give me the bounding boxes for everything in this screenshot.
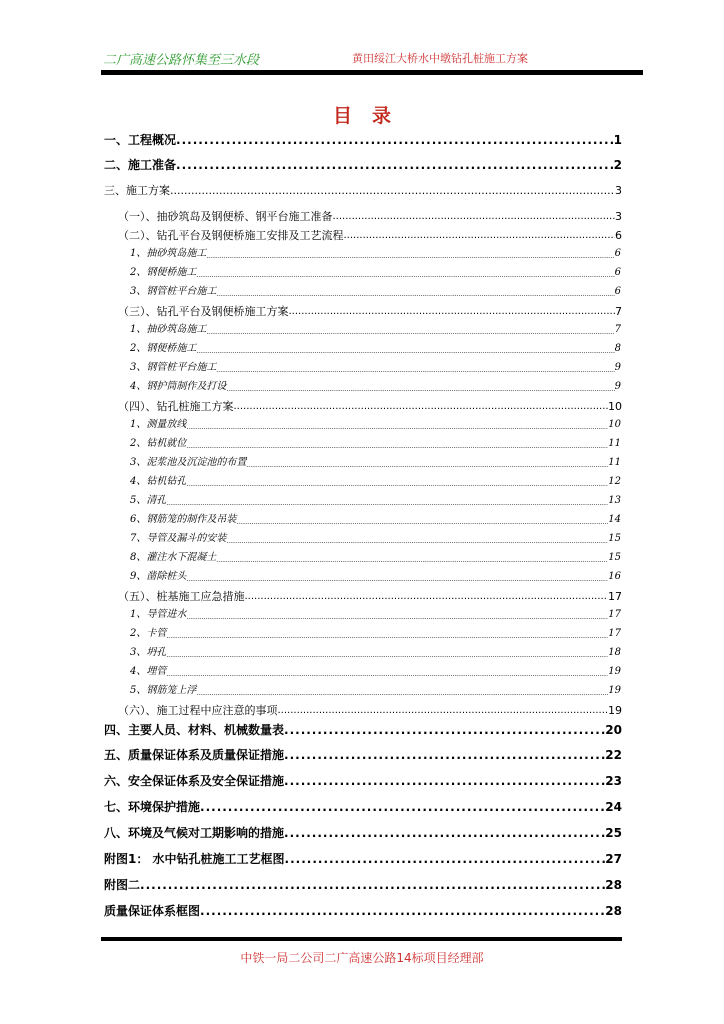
toc-entry[interactable] xyxy=(104,158,622,172)
toc-entry-page: 11 xyxy=(608,438,621,449)
toc-entry[interactable] xyxy=(130,666,621,678)
toc-dot-leader xyxy=(284,723,605,737)
toc-dot-leader xyxy=(196,348,614,355)
header-rule xyxy=(101,70,643,75)
toc-entry-label: 4、钢护筒制作及打设 xyxy=(130,381,227,392)
toc-dot-leader xyxy=(166,500,608,507)
toc-dot-leader xyxy=(196,690,608,697)
toc-dot-leader xyxy=(284,774,605,788)
toc-entry[interactable] xyxy=(118,229,622,242)
toc-entry-page: 19 xyxy=(608,704,622,717)
toc-entry[interactable] xyxy=(104,904,622,918)
toc-entry[interactable] xyxy=(104,774,622,788)
toc-entry[interactable] xyxy=(130,628,621,640)
toc-entry-page: 12 xyxy=(608,476,621,487)
toc-entry[interactable] xyxy=(130,552,621,564)
toc-entry[interactable] xyxy=(130,647,621,659)
toc-entry[interactable] xyxy=(130,381,621,393)
toc-entry-label: 6、钢筋笼的制作及吊装 xyxy=(130,514,237,525)
toc-entry[interactable] xyxy=(104,878,622,892)
toc-entry-page: 6 xyxy=(614,286,621,297)
toc-entry-page: 6 xyxy=(615,229,622,242)
toc-entry-label: 1、抽砂筑岛施工 xyxy=(130,248,207,259)
toc-entry-page: 19 xyxy=(608,666,621,677)
toc-entry[interactable] xyxy=(130,438,621,450)
toc-entry[interactable] xyxy=(104,133,622,147)
toc-dot-leader xyxy=(333,211,616,223)
toc-entry[interactable] xyxy=(130,609,621,621)
toc-entry-label: （四）、钻孔桩施工方案 xyxy=(118,400,234,413)
toc-dot-leader xyxy=(206,329,614,336)
toc-entry-page: 7 xyxy=(615,305,622,318)
toc-dot-leader xyxy=(196,272,614,279)
toc-entry-label: 八、环境及气候对工期影响的措施 xyxy=(104,826,285,840)
toc-entry-page: 13 xyxy=(608,495,621,506)
toc-entry-page: 28 xyxy=(605,904,622,918)
toc-entry-label: 七、环境保护措施 xyxy=(104,800,201,814)
toc-entry-label: 1、导管进水 xyxy=(130,609,187,620)
toc-entry[interactable] xyxy=(130,495,621,507)
toc-entry-label: 一、工程概况 xyxy=(104,133,177,147)
toc-entry-label: 5、钢筋笼上浮 xyxy=(130,685,197,696)
toc-dot-leader xyxy=(166,633,608,640)
toc-entry-page: 8 xyxy=(614,343,621,354)
toc-entry-label: 5、清孔 xyxy=(130,495,167,506)
toc-entry-page: 16 xyxy=(608,571,621,582)
toc-entry-label: 附图二 xyxy=(104,878,141,892)
toc-entry-label: 3、泥浆池及沉淀池的布置 xyxy=(130,457,247,468)
toc-entry-label: 8、灌注水下混凝土 xyxy=(130,552,217,563)
toc-entry-page: 23 xyxy=(605,774,622,788)
toc-entry[interactable] xyxy=(104,748,622,762)
toc-entry-label: 3、钢管桩平台施工 xyxy=(130,286,217,297)
toc-entry-page: 17 xyxy=(608,628,621,639)
toc-entry-page: 2 xyxy=(613,158,622,172)
toc-dot-leader xyxy=(140,878,605,892)
toc-entry-label: 六、安全保证体系及安全保证措施 xyxy=(104,774,285,788)
toc-entry-page: 9 xyxy=(614,362,621,373)
toc-entry[interactable] xyxy=(118,590,622,603)
toc-entry-page: 28 xyxy=(605,878,622,892)
toc-entry-page: 14 xyxy=(608,514,621,525)
toc-entry-label: （二）、钻孔平台及钢便桥施工安排及工艺流程 xyxy=(118,229,344,242)
toc-entry[interactable] xyxy=(130,286,621,298)
toc-dot-leader xyxy=(278,705,609,717)
toc-dot-leader xyxy=(246,462,608,469)
toc-entry[interactable] xyxy=(130,571,621,583)
toc-dot-leader xyxy=(216,291,614,298)
toc-entry-label: 4、钻机钻孔 xyxy=(130,476,187,487)
toc-entry-page: 1 xyxy=(613,133,622,147)
toc-entry-page: 6 xyxy=(614,267,621,278)
toc-dot-leader xyxy=(216,367,614,374)
toc-entry-page: 20 xyxy=(605,723,622,737)
toc-entry-label: 4、埋管 xyxy=(130,666,167,677)
toc-dot-leader xyxy=(284,748,605,762)
toc-entry[interactable] xyxy=(130,457,621,469)
toc-entry-label: 2、卡管 xyxy=(130,628,167,639)
page-title: 目录 xyxy=(332,105,411,127)
header-document-title: 黄田绥江大桥水中墩钻孔桩施工方案 xyxy=(352,52,528,65)
toc-dot-leader xyxy=(176,158,614,172)
toc-entry[interactable] xyxy=(118,400,622,413)
toc-entry-label: 三、施工方案 xyxy=(104,184,170,197)
toc-dot-leader xyxy=(176,133,614,147)
toc-entry[interactable] xyxy=(130,476,621,488)
toc-entry-label: （三）、钻孔平台及钢便桥施工方案 xyxy=(118,305,289,318)
toc-entry[interactable] xyxy=(130,248,621,260)
toc-dot-leader xyxy=(186,481,608,488)
toc-entry-page: 18 xyxy=(608,647,621,658)
toc-entry-label: 2、钢便桥施工 xyxy=(130,267,197,278)
toc-entry-page: 24 xyxy=(605,800,622,814)
toc-entry[interactable] xyxy=(104,723,622,737)
toc-dot-leader xyxy=(226,538,608,545)
toc-entry-page: 7 xyxy=(614,324,621,335)
toc-entry-label: 质量保证体系框图 xyxy=(104,904,201,918)
toc-entry-label: 附图1： 水中钻孔桩施工工艺框图 xyxy=(104,852,285,866)
toc-entry-page: 17 xyxy=(608,590,622,603)
toc-entry-label: 2、钻机就位 xyxy=(130,438,187,449)
toc-entry-page: 9 xyxy=(614,381,621,392)
toc-entry-label: 3、钢管桩平台施工 xyxy=(130,362,217,373)
toc-dot-leader xyxy=(206,253,614,260)
toc-entry[interactable] xyxy=(104,852,622,866)
toc-entry[interactable] xyxy=(130,533,621,545)
toc-entry-label: 1、测量放线 xyxy=(130,419,187,430)
toc-entry-page: 10 xyxy=(608,400,622,413)
toc-dot-leader xyxy=(284,826,605,840)
toc-entry-label: 7、导管及漏斗的安装 xyxy=(130,533,227,544)
toc-entry-page: 3 xyxy=(615,184,622,197)
toc-entry-label: 二、施工准备 xyxy=(104,158,177,172)
toc-dot-leader xyxy=(285,852,606,866)
toc-entry[interactable] xyxy=(104,800,622,814)
toc-entry[interactable] xyxy=(130,343,621,355)
toc-entry-label: 3、坍孔 xyxy=(130,647,167,658)
toc-entry-label: 1、抽砂筑岛施工 xyxy=(130,324,207,335)
toc-entry[interactable] xyxy=(130,267,621,279)
header-project-name: 二广高速公路怀集至三水段 xyxy=(103,53,260,68)
toc-dot-leader xyxy=(186,576,608,583)
toc-entry-page: 11 xyxy=(608,457,621,468)
toc-dot-leader xyxy=(166,671,608,678)
toc-entry[interactable] xyxy=(118,305,622,318)
toc-entry[interactable] xyxy=(118,210,622,223)
toc-entry-page: 15 xyxy=(608,552,621,563)
toc-entry-label: （一）、抽砂筑岛及钢便桥、钢平台施工准备 xyxy=(118,210,333,223)
footer-rule xyxy=(101,937,622,941)
toc-entry-page: 6 xyxy=(614,248,621,259)
toc-entry-page: 3 xyxy=(615,210,622,223)
toc-entry[interactable] xyxy=(118,704,622,717)
toc-dot-leader xyxy=(200,800,605,814)
toc-entry-page: 15 xyxy=(608,533,621,544)
toc-entry[interactable] xyxy=(104,826,622,840)
toc-dot-leader xyxy=(344,230,616,242)
toc-dot-leader xyxy=(170,184,615,197)
toc-entry[interactable] xyxy=(130,419,621,431)
toc-dot-leader xyxy=(226,386,614,393)
toc-entry-page: 27 xyxy=(605,852,622,866)
toc-entry[interactable] xyxy=(130,362,621,374)
toc-dot-leader xyxy=(216,557,608,564)
toc-entry-label: （六）、施工过程中应注意的事项 xyxy=(118,704,278,717)
toc-entry-page: 17 xyxy=(608,609,621,620)
toc-entry[interactable] xyxy=(130,324,621,336)
toc-entry-label: 四、主要人员、材料、机械数量表 xyxy=(104,723,285,737)
toc-entry[interactable] xyxy=(130,514,621,526)
toc-dot-leader xyxy=(236,519,608,526)
footer-text: 中铁一局二公司二广高速公路14标项目经理部 xyxy=(240,951,484,965)
toc-entry[interactable] xyxy=(104,184,622,197)
toc-dot-leader xyxy=(245,591,609,603)
toc-entry-page: 10 xyxy=(608,419,621,430)
toc-dot-leader xyxy=(166,652,608,659)
toc-entry-page: 19 xyxy=(608,685,621,696)
toc-dot-leader xyxy=(186,443,608,450)
toc-entry-page: 22 xyxy=(605,748,622,762)
toc-dot-leader xyxy=(289,306,616,318)
toc-entry-page: 25 xyxy=(605,826,622,840)
toc-dot-leader xyxy=(186,614,608,621)
toc-entry-label: 9、凿除桩头 xyxy=(130,571,187,582)
toc-dot-leader xyxy=(186,424,608,431)
toc-entry[interactable] xyxy=(130,685,621,697)
toc-entry-label: 2、钢便桥施工 xyxy=(130,343,197,354)
toc-entry-label: 五、质量保证体系及质量保证措施 xyxy=(104,748,285,762)
toc-entry-label: （五）、桩基施工应急措施 xyxy=(118,590,245,603)
toc-dot-leader xyxy=(234,401,609,413)
toc-dot-leader xyxy=(200,904,605,918)
